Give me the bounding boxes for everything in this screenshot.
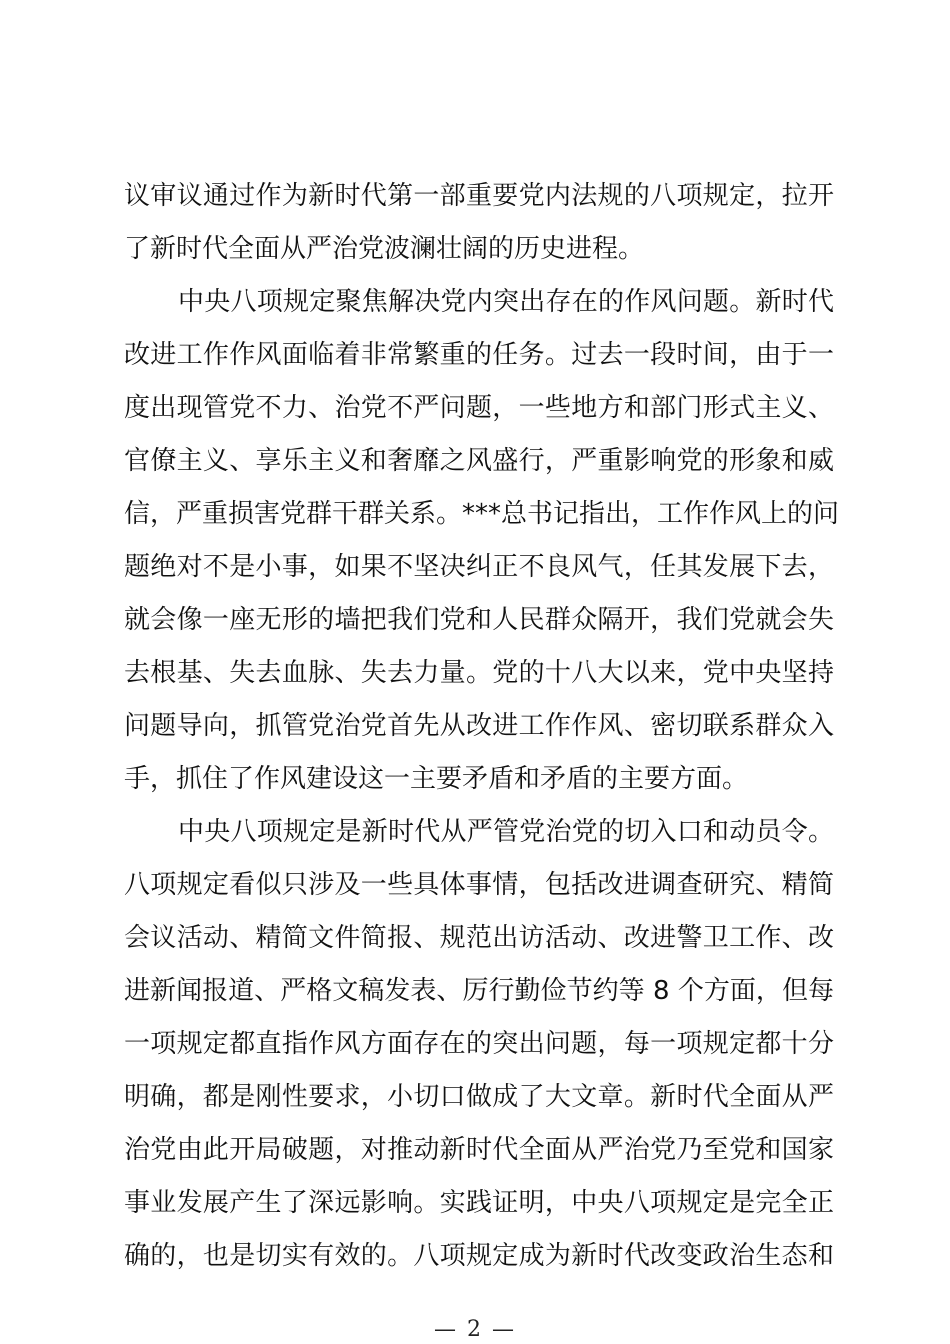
text-line: 了新时代全面从严治党波澜壮阔的历史进程。	[124, 234, 645, 264]
text-line: 问题导向，抓管党治党首先从改进工作作风、密切联系群众入	[124, 711, 834, 741]
text-line: 题绝对不是小事，如果不坚决纠正不良风气，任其发展下去，	[124, 552, 834, 582]
text-line: 确的，也是切实有效的。八项规定成为新时代改变政治生态和	[124, 1241, 834, 1271]
body-text	[124, 170, 840, 1283]
text-line: 事业发展产生了深远影响。实践证明，中央八项规定是完全正	[124, 1188, 834, 1218]
paragraph-3	[124, 806, 834, 1283]
text-line: 议审议通过作为新时代第一部重要党内法规的八项规定，拉开	[124, 181, 834, 211]
text-line: 中央八项规定是新时代从严管党治党的切入口和动员令。	[178, 817, 834, 847]
text-line: 八项规定看似只涉及一些具体事情，包括改进调查研究、精简	[124, 870, 834, 900]
text-line: 明确，都是刚性要求，小切口做成了大文章。新时代全面从严	[124, 1082, 834, 1112]
text-line: 一项规定都直指作风方面存在的突出问题，每一项规定都十分	[124, 1029, 834, 1059]
text-line: 就会像一座无形的墙把我们党和人民群众隔开，我们党就会失	[124, 605, 834, 635]
paragraph-1	[124, 170, 834, 276]
page-number: — 2 —	[434, 1317, 516, 1342]
text-line: 中央八项规定聚焦解决党内突出存在的作风问题。新时代	[178, 287, 834, 317]
paragraph-2	[124, 276, 840, 806]
text-line: 治党由此开局破题，对推动新时代全面从严治党乃至党和国家	[124, 1135, 834, 1165]
text-line: 官僚主义、享乐主义和奢靡之风盛行，严重影响党的形象和威	[124, 446, 834, 476]
text-line: 会议活动、精简文件简报、规范出访活动、改进警卫工作、改	[124, 923, 834, 953]
text-line: 去根基、失去血脉、失去力量。党的十八大以来，党中央坚持	[124, 658, 834, 688]
text-line: 手，抓住了作风建设这一主要矛盾和矛盾的主要方面。	[124, 764, 749, 794]
text-line: 度出现管党不力、治党不严问题，一些地方和部门形式主义、	[124, 393, 834, 423]
text-line: 进新闻报道、严格文稿发表、厉行勤俭节约等 8 个方面，但每	[124, 976, 834, 1006]
text-line: 信，严重损害党群干群关系。***总书记指出，工作作风上的问	[124, 499, 840, 529]
text-line: 改进工作作风面临着非常繁重的任务。过去一段时间，由于一	[124, 340, 834, 370]
